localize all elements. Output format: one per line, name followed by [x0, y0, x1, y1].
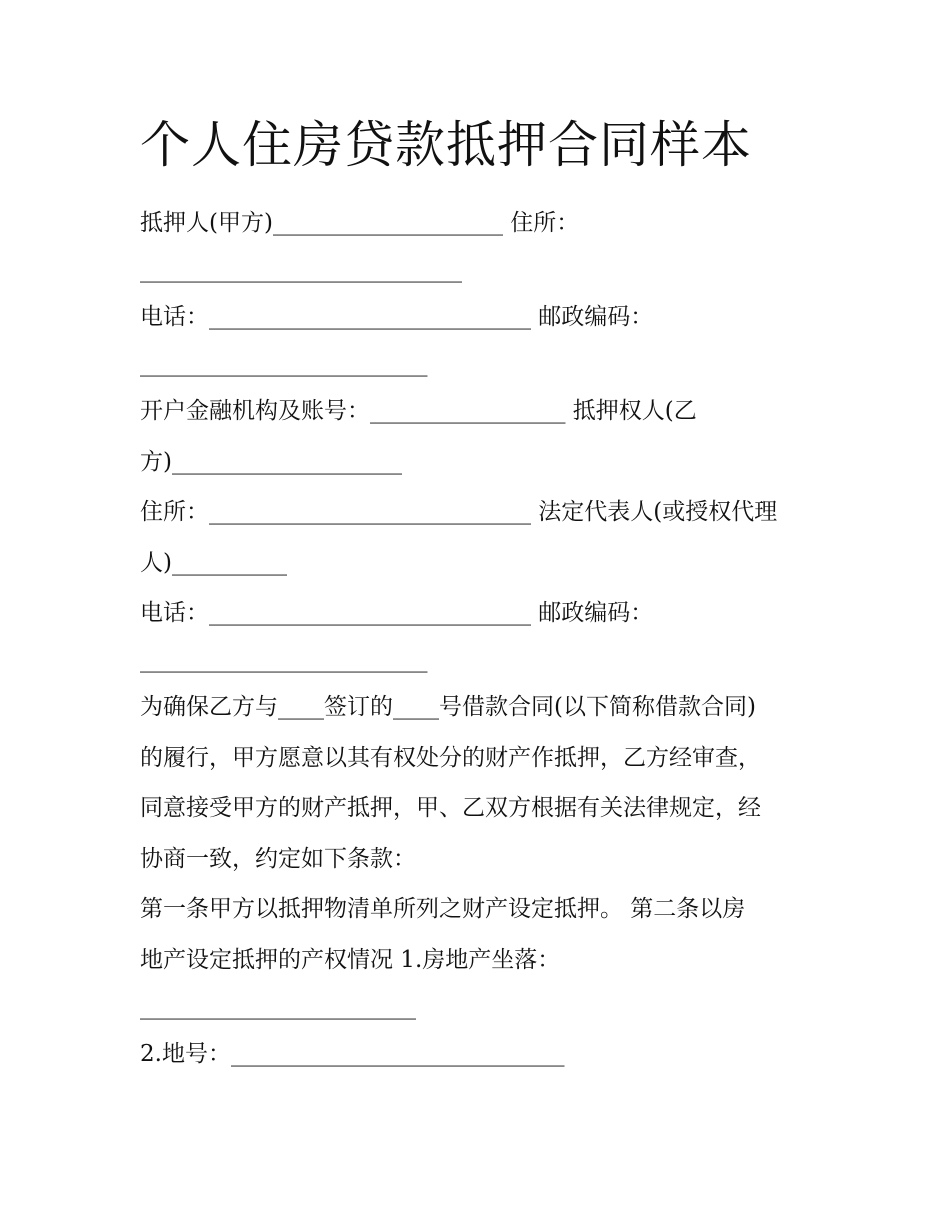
text-line-article-1: 第一条甲方以抵押物清单所列之财产设定抵押。 第二条以房 [140, 896, 746, 922]
text-line-mortgagee-phone: 电话：____________________________ 邮政编码： [140, 600, 654, 626]
text-line-article-2: 地产设定抵押的产权情况 1.房地产坐落： [140, 947, 561, 973]
text-line-preamble-3: 同意接受甲方的财产抵押，甲、乙双方根据有关法律规定，经 [140, 795, 761, 821]
text-line-lot-number: 2.地号：_____________________________ [140, 1041, 565, 1067]
text-line-mortgagee: 方)____________________ [140, 449, 402, 475]
text-line-preamble-4: 协商一致，约定如下条款： [140, 846, 416, 872]
text-line-location-blank: ________________________ [140, 994, 416, 1020]
text-line-mortgagee-address: 住所：____________________________ 法定代表人(或授权代理 [140, 499, 778, 525]
text-line-bank-account: 开户金融机构及账号：_________________ 抵押权人(乙 [140, 398, 697, 424]
text-line-mortgagor-phone: 电话：____________________________ 邮政编码： [140, 304, 654, 330]
document-title: 个人住房贷款抵押合同样本 [140, 116, 752, 174]
text-line-mortgagor: 抵押人(甲方)____________________ 住所： [140, 210, 580, 236]
text-line-representative: 人)__________ [140, 550, 287, 576]
text-line-mortgagee-postcode-blank: _________________________ [140, 647, 428, 673]
text-line-preamble-2: 的履行，甲方愿意以其有权处分的财产作抵押，乙方经审查， [140, 745, 761, 771]
text-line-preamble-1: 为确保乙方与____签订的____号借款合同(以下简称借款合同) [140, 694, 756, 720]
text-line-mortgagor-address-blank: ____________________________ [140, 257, 462, 283]
text-line-mortgagor-postcode-blank: _________________________ [140, 351, 428, 377]
